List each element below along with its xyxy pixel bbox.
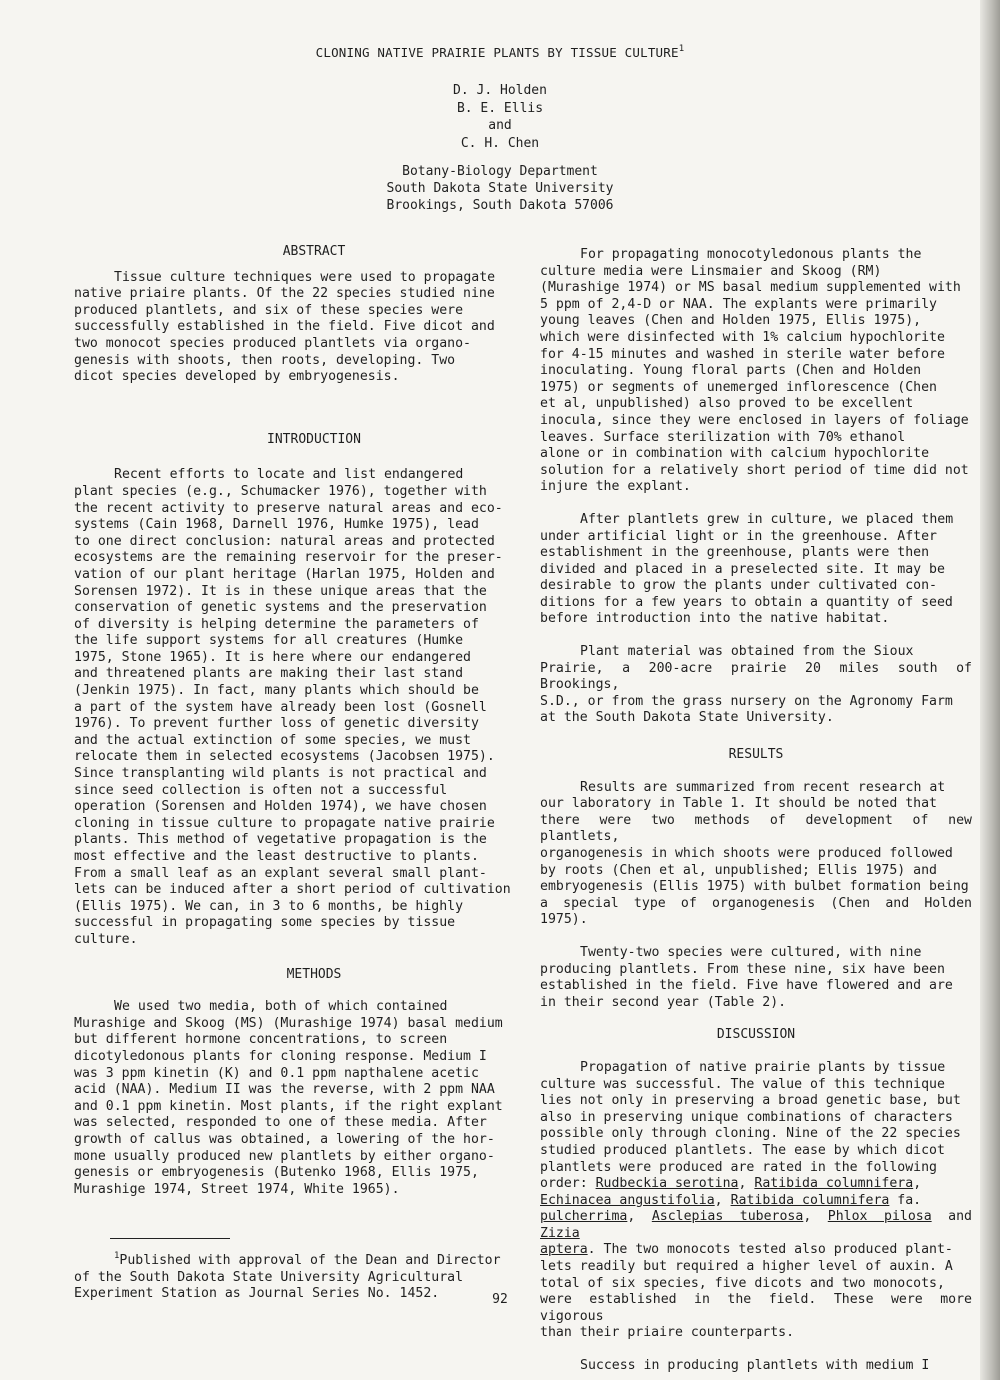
left-column: [74, 244, 514, 1198]
methods-heading: METHODS: [286, 966, 342, 982]
species-separator: ,: [913, 1176, 922, 1192]
species-name: Ratibida columnifera: [730, 1192, 890, 1208]
abstract-text: Tissue culture techniques were used to propagate native priaire plants. Of the 22 species studied nine produced plantlets, and six of these species were successfully established in the field. Five dicot and two monocot species produced plantlets via organo- genesis with shoots, then roots, developing. Two dicot species developed by embryogenesis.: [74, 269, 496, 385]
author-3: C. H. Chen: [460, 135, 540, 151]
affiliation-block: [0, 163, 1000, 214]
title-footnote-mark: 1: [678, 44, 685, 54]
author-block: [0, 82, 1000, 152]
results-paragraph-2: Twenty-two species were cultured, with nine producing plantlets. From these nine, six have been established in the field. Five have flowered and are in their second year (Table 2).: [540, 944, 953, 1010]
discussion-intro: Propagation of native prairie plants by tissue culture was successful. The value of this technique lies not only in preserving a broad genetic base, but also in preserving unique combinations of characters possible only through cloning. Nine of the 22 species studied produced plantlets. The ease by which dicot plantlets were produced are rated in the following order:: [540, 1059, 961, 1192]
introduction-text: Recent efforts to locate and list endangered plant species (e.g., Schumacker 1976), together with the recent activity to preserve natural areas and eco- systems (Cain 1968, Darnell 1976, Humke 1975), lead to one direct conclusion: natural areas and protected ecosystems are the remaining reservoir for the preser- vation of our plant heritage (Harlan 1975, Holden and Sorensen 1972). It is in these unique areas that the conservation of genetic systems and the preservation of diversity is helping determine the parameters of the life support systems for all creatures (Humke 1975, Stone 1965). It is here where our endangered and threatened plants are making their last stand (Jenkin 1975). In fact, many plants which should be a part of the system have already been lost (Gosnell 1976). To prevent further loss of genetic diversity and the actual extinction of some species, we must relocate them in selected ecosystems (Jacobsen 1975). Since transplanting wild plants is not practical and since seed collection is often not a successful operation (Sorensen and Holden 1974), we have chosen cloning in tissue culture to propagate native prairie plants. This method of vegetative propagation is the most effective and the least destructive to plants. From a small leaf as an explant several small plant- lets can be induced after a short period of cultivation (Ellis 1975). We can, in 3 to 6 months, be highly successful in propagating some species by tissue culture.: [74, 467, 511, 947]
species-separator: ,: [803, 1209, 828, 1225]
species-name: Echinacea angustifolia: [540, 1192, 715, 1208]
species-name: Phlox pilosa: [827, 1209, 932, 1225]
author-2: B. E. Ellis: [456, 100, 544, 116]
results-paragraph-1: Results are summarized from recent research at our laboratory in Table 1. It should be noted that there were two methods of development of new plantlets, organogenesis in which shoots were produced followed by roots (Chen et al, unpublished; Ellis 1975) and embryogenesis (Ellis 1975) with bulbet formation being a special type of organogenesis (Chen and Holden 1975).: [540, 779, 972, 928]
introduction-heading: INTRODUCTION: [267, 431, 361, 447]
footnote-mark: 1: [114, 1251, 120, 1261]
discussion-paragraph-2: Success in producing plantlets with medium I: [580, 1358, 930, 1374]
species-name: pulcherrima: [540, 1209, 628, 1225]
species-name: Rudbeckia serotina: [595, 1176, 739, 1192]
footnote-text: Published with approval of the Dean and Director of the South Dakota State University Agricultural Experiment Station as Journal Series No. 1452.: [74, 1253, 501, 1302]
species-name: Zizia aptera: [540, 1225, 588, 1258]
discussion-heading: DISCUSSION: [716, 1027, 796, 1043]
species-name: Ratibida columnifera: [754, 1176, 914, 1192]
title-text: CLONING NATIVE PRAIRIE PLANTS BY TISSUE CULTURE: [315, 45, 679, 60]
plant-material-paragraph: Plant material was obtained from the Sioux Prairie, a 200-acre prairie 20 miles south of Brookings, S.D., or from the grass nursery on the Agronomy Farm at the South Dakota State University.: [540, 644, 972, 726]
species-separator: fa.: [897, 1192, 922, 1208]
affiliation-address: Brookings, South Dakota 57006: [386, 198, 614, 213]
right-column: [540, 247, 972, 1375]
greenhouse-paragraph: After plantlets grew in culture, we placed them under artificial light or in the greenhouse. After establishment in the greenhouse, plants were then divided and placed in a preselected site. It may be desirable to grow the plants under cultivated con- ditions for a few years to obtain a quantity of seed before introduction into the native habitat.: [540, 511, 954, 627]
species-name: Asclepias tuberosa: [651, 1209, 804, 1225]
methods-text: We used two media, both of which contained Murashige and Skoog (MS) (Murashige 1974) basal medium but different hormone concentrations, to screen dicotyledonous plants for cloning response. Medium I was 3 ppm kinetin (K) and 0.1 ppm napthalene acetic acid (NAA). Medium II was the reverse, with 2 ppm NAA and 0.1 ppm kinetin. Most plants, if the right explant was selected, responded to one of these media. After growth of callus was obtained, a lowering of the hor- mone usually produced new plantlets by either organo- genesis or embryogenesis (Butenko 1968, Ellis 1975, Murashige 1974, Street 1974, White 1965).: [74, 999, 503, 1197]
discussion-rest: . The two monocots tested also produced plant- lets readily but required a higher level of auxin. A total of six species, five dicots and two monocots, were established in the field. These were more vigorous than their priaire counterparts.: [540, 1242, 972, 1341]
author-conjunction: and: [488, 118, 512, 133]
footnote-divider: [110, 1238, 230, 1239]
affiliation-university: South Dakota State University: [386, 181, 614, 196]
species-separator: ,: [627, 1209, 652, 1225]
species-separator: and: [931, 1209, 972, 1225]
page-number: 92: [492, 1292, 508, 1307]
paper-title: [0, 44, 1000, 60]
results-heading: RESULTS: [728, 747, 784, 763]
affiliation-department: Botany-Biology Department: [402, 164, 598, 179]
species-separator: ,: [738, 1176, 755, 1192]
propagation-paragraph: For propagating monocotyledonous plants the culture media were Linsmaier and Skoog (RM) (Murashige 1974) or MS basal medium supplemented with 5 ppm of 2,4-D or NAA. The explants were primarily young leaves (Chen and Holden 1975, Ellis 1975), which were disinfected with 1% calcium hypochlorite for 4-15 minutes and washed in sterile water before inoculating. Young floral parts (Chen and Holden 1975) or segments of unemerged inflorescence (Chen et al, unpublished) also proved to be excellent inocula, since they were enclosed in layers of foliage leaves. Surface sterilization with 70% ethanol alone or in combination with calcium hypochlorite solution for a relatively short period of time did not injure the explant.: [540, 247, 969, 495]
species-separator: ,: [714, 1192, 731, 1208]
author-1: D. J. Holden: [453, 83, 547, 98]
abstract-heading: ABSTRACT: [282, 244, 346, 259]
